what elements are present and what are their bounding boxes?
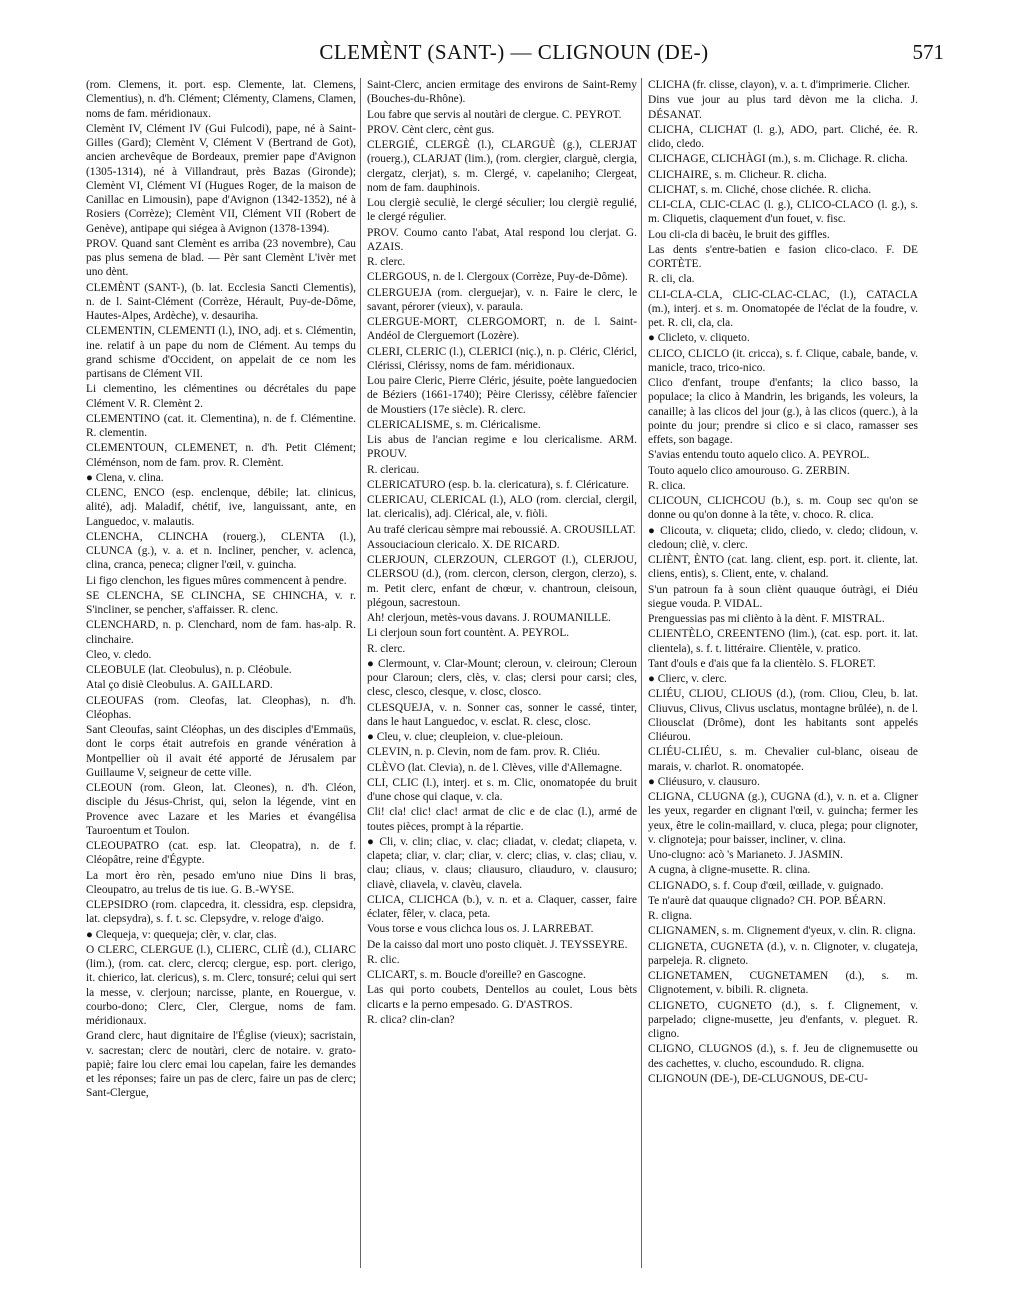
column-2 bbox=[367, 78, 637, 1268]
page-header bbox=[84, 40, 944, 70]
dictionary-entry: CLICO, CLICLO (it. cricca), s. f. Clique, cabale, bande, v. manicle, traco, trico-nico. bbox=[648, 347, 918, 374]
dictionary-entry: CLERGIÉ, CLERGÈ (l.), CLARGUÈ (g.), CLERJAT (rouerg.), CLARJAT (lim.), (rom. clergier, clarguè, clergia, clergatz, clerjat), s. m. Clergé, v. capelaniho; Clergeat, nom de fam. dauphinois. bbox=[367, 139, 637, 194]
page-number: 571 bbox=[912, 40, 944, 64]
dictionary-entry: CLIÉU, CLIOU, CLIOUS (d.), (rom. Cliou, Cleu, b. lat. Cliuvus, Clivus, Clivus usclatus, montagne brûlée), n. de l. Cliousclat (Drôme), dont les habitants sont appelés Cliéurou. bbox=[648, 688, 918, 743]
dictionary-entry: CLIGNAMEN, s. m. Clignement d'yeux, v. clin. R. cligna. bbox=[648, 925, 916, 938]
dictionary-entry: Clico d'enfant, troupe d'enfants; la clico basso, la populace; la clico à Mandrin, les brigands, les voleurs, la canaille; à las clicos del jour (g.), à las clicos (querc.), à la pointe du jour; prendre si clico e si claco, ramasser ses effets, son bagage. bbox=[648, 377, 918, 446]
dictionary-entry: R. clerc. bbox=[367, 256, 406, 268]
dictionary-entry: Assouciacioun clericalo. X. DE RICARD. bbox=[367, 538, 560, 551]
dictionary-entry: CLIGNETA, CUGNETA (d.), v. n. Clignoter, v. clugateja, parpeleja. R. cligneto. bbox=[648, 940, 918, 967]
dictionary-entry: CLI-CLA, CLIC-CLAC (l. g.), CLICO-CLACO (l. g.), s. m. Cliquetis, claquement d'un fouet, v. fisc. bbox=[648, 199, 918, 226]
dictionary-entry: CLEOUPATRO (cat. esp. lat. Cleopatra), n. de f. Cléopâtre, reine d'Égypte. bbox=[86, 840, 356, 867]
dictionary-entry: CLEMENTOUN, CLEMENET, n. d'h. Petit Clément; Cléménson, nom de fam. prov. R. Clemènt. bbox=[86, 442, 356, 469]
dictionary-entry: ● Clicouta, v. cliqueta; clido, cliedo, v. cledo; clidoun, v. cledoun; cliè, v. clerc. bbox=[648, 524, 918, 551]
dictionary-entry: Cleo, v. cledo. bbox=[86, 648, 152, 661]
dictionary-entry: PROV. Coumo canto l'abat, Atal respond lou clerjat. G. AZAIS. bbox=[367, 226, 637, 253]
dictionary-entry: ● Cli, v. clin; cliac, v. clac; cliadat, v. cledat; cliapeta, v. clapeta; cliar, v. clar; cliar, v. clerc; clias, v. clas; cliau, v. clau; cliaus, v. claus; cliausuro, cliauduro, v. clausuro; cliavè, cliavela, v. clavèu, clavela. bbox=[367, 835, 637, 891]
dictionary-entry: Lou cli-cla di bacèu, le bruit des giffles. bbox=[648, 228, 830, 241]
dictionary-entry: PROV. Quand sant Clemènt es arriba (23 novembre), Cau pas plus semena de blad. — Pèr sant Clemènt L'ivèr met uno dènt. bbox=[86, 237, 356, 279]
dictionary-entry: CLICHAT, s. m. Cliché, chose clichée. R. clicha. bbox=[648, 183, 872, 196]
dictionary-entry: CLEMENTINO (cat. it. Clementina), n. de f. Clémentine. R. clementin. bbox=[86, 412, 356, 439]
dictionary-entry: CLICHA, CLICHAT (l. g.), ADO, part. Cliché, ée. R. clido, cledo. bbox=[648, 123, 918, 150]
dictionary-entry: Li clerjoun soun fort countènt. A. PEYROL. bbox=[367, 627, 570, 640]
dictionary-entry: Lou fabre que servis al noutàri de clergue. C. PEYROT. bbox=[367, 108, 622, 121]
dictionary-entry: ● Clena, v. clina. bbox=[86, 471, 164, 484]
dictionary-entry: CLENC, ENCO (esp. enclenque, débile; lat. clinicus, alité), adj. Maladif, chétif, ive, languissant, ante, en Languedoc, v. malautis. bbox=[86, 487, 356, 528]
column-3 bbox=[648, 78, 918, 1268]
dictionary-entry: R. clic. bbox=[367, 953, 400, 966]
dictionary-entry: Las qui porto coubets, Dentellos au coulet, Lous bèts clicarts e la perno empesado. G. D'ASTROS. bbox=[367, 984, 637, 1011]
dictionary-entry: Li clementino, les clémentines ou décrétales du pape Clément V. R. Clemènt 2. bbox=[86, 383, 356, 410]
dictionary-entry: Ah! clerjoun, metès-vous davans. J. ROUMANILLE. bbox=[367, 612, 611, 624]
dictionary-entry: La mort èro rèn, pesado em'uno niue Dins li bras, Cleoupatro, au trelus de tis iue. G. B.-WYSE. bbox=[86, 869, 356, 896]
dictionary-entry: Clemènt IV, Clément IV (Gui Fulcodi), pape, né à Saint-Gilles (Gard); Clemènt V, Clément V (Bertrand de Got), ancien archevêque de Bordeaux, premier pape d'Avignon (1305-1314), né à Villandraut, près Bazas (Gironde); Clemènt VI, Clément VI (Hugues Roger, de la maison de Canillac en Limousin), pape d'Avignon (1342-1352), né à Rosiers (Corrèze); Clemènt VII, Clément VII (Robert de Genève), antipape qui siégea à Avignon (1378-1394). bbox=[86, 122, 356, 235]
dictionary-entry: CLIGNETO, CUGNETO (d.), s. f. Clignement, v. parpelado; cligne-musette, jeu d'enfants, v. pleguet. R. cligno. bbox=[648, 999, 918, 1040]
dictionary-entry: CLERGUEJA (rom. clerguejar), v. n. Faire le clerc, le savant, pérorer (vieux), v. paraula. bbox=[367, 286, 637, 313]
dictionary-entry: CLIÈNT, ÈNTO (cat. lang. client, esp. port. it. cliente, lat. cliens, entis), s. Client, ente, v. chaland. bbox=[648, 554, 918, 581]
dictionary-entry: CLICA, CLICHCA (b.), v. n. et a. Claquer, casser, faire éclater, fêler, v. claca, peta. bbox=[367, 893, 637, 920]
dictionary-entry: Touto aquelo clico amourouso. G. ZERBIN. bbox=[648, 464, 850, 477]
dictionary-entry: Las dents s'entre-batien e fasion clico-claco. F. DE CORTÈTE. bbox=[648, 243, 918, 270]
dictionary-entry: S'avias entendu touto aquelo clico. A. PEYROL. bbox=[648, 449, 870, 462]
dictionary-entry: ● Cliéusuro, v. clausuro. bbox=[648, 775, 760, 788]
dictionary-entry: R. clericau. bbox=[367, 463, 420, 476]
dictionary-entry: Tant d'ouls e d'ais que fa la clientèlo. S. FLORET. bbox=[648, 657, 876, 670]
dictionary-entry: Lou paire Cleric, Pierre Cléric, jésuite, poète languedocien de Béziers (1661-1740); Pèire Clerissy, célèbre faïencier de Moustiers (17e siècle). R. clerc. bbox=[367, 375, 637, 416]
dictionary-entry: Cli! cla! clic! clac! armat de clic e de clac (l.), armé de toutes pièces, prompt à la répartie. bbox=[367, 806, 637, 833]
dictionary-entry: S'un patroun fa à soun cliènt quauque óutràgi, ei Diéu siegue vouda. P. VIDAL. bbox=[648, 583, 918, 610]
dictionary-entry: Vous torse e vous clichca lous os. J. LARREBAT. bbox=[367, 923, 594, 936]
dictionary-entry: CLIGNOUN (DE-), DE-CLUGNOUS, DE-CU- bbox=[648, 1072, 868, 1085]
dictionary-entry: A cugna, à cligne-musette. R. clina. bbox=[648, 864, 811, 877]
dictionary-entry: CLIGNADO, s. f. Coup d'œil, œillade, v. guignado. bbox=[648, 879, 884, 892]
dictionary-entry: CLICART, s. m. Boucle d'oreille? en Gascogne. bbox=[367, 969, 586, 981]
dictionary-entry: CLEPSIDRO (rom. clapcedra, it. clessidra, esp. clepsidra, lat. clepsydra), s. f. t. sc. Clepsydre, v. reloge d'aigo. bbox=[86, 899, 356, 926]
dictionary-entry: CLIÉU-CLIÉU, s. m. Chevalier cul-blanc, oiseau de marais, v. charlot. R. onomatopée. bbox=[648, 746, 918, 773]
dictionary-entry: R. cli, cla. bbox=[648, 273, 695, 286]
dictionary-entry: (rom. Clemens, it. port. esp. Clemente, lat. Clemens, Clementius), n. d'h. Clément; Clémenty, Clamens, Clamen, noms de fam. méridionaux. bbox=[86, 79, 356, 120]
dictionary-entry: CLERGOUS, n. de l. Clergoux (Corrèze, Puy-de-Dôme). bbox=[367, 271, 628, 284]
dictionary-entry: Te n'aurè dat quauque clignado? CH. POP. BÉARN. bbox=[648, 894, 886, 907]
column-divider bbox=[360, 78, 361, 1268]
running-head: CLEMÈNT (SANT-) — CLIGNOUN (DE-) bbox=[319, 40, 709, 64]
dictionary-entry: Saint-Clerc, ancien ermitage des environs de Saint-Remy (Bouches-du-Rhône). bbox=[367, 79, 637, 106]
dictionary-entry: CLERICAU, CLERICAL (l.), ALO (rom. clercial, clergil, lat. clericalis), adj. Clérical, ale, v. fiòli. bbox=[367, 494, 637, 521]
dictionary-entry: SE CLENCHA, SE CLINCHA, SE CHINCHA, v. r. S'incliner, se pencher, s'affaisser. R. clenc. bbox=[86, 589, 356, 616]
dictionary-entry: Au trafé clericau sèmpre mai reboussié. A. CROUSILLAT. bbox=[367, 523, 636, 536]
dictionary-entry: R. clerc. bbox=[367, 642, 406, 655]
dictionary-entry: ● Clierc, v. clerc. bbox=[648, 673, 727, 685]
dictionary-entry: ● Clicleto, v. cliqueto. bbox=[648, 332, 750, 345]
dictionary-entry: CLIGNETAMEN, CUGNETAMEN (d.), s. m. Clignotement, v. bibili. R. clignetа. bbox=[648, 970, 918, 997]
column-divider bbox=[641, 78, 642, 1268]
dictionary-entry: ● Clequeja, v: quequeja; clèr, v. clar, clas. bbox=[86, 928, 277, 941]
dictionary-entry: CLICHA (fr. clisse, clayon), v. a. t. d'imprimerie. Clicher. bbox=[648, 79, 910, 91]
dictionary-entry: CLEOUFAS (rom. Cleofas, lat. Cleophas), n. d'h. Cléophas. bbox=[86, 694, 356, 721]
dictionary-entry: CLEMENTIN, CLEMENTI (l.), INO, adj. et s. Clémentin, ine. relatif à un pape du nom de Clément. Au temps du grand schisme d'Occident, on appelait de ce nom les partisans de Clément VII. bbox=[86, 325, 356, 380]
dictionary-entry: CLERI, CLERIC (l.), CLERICI (niç.), n. p. Cléric, Cléricl, Clérissi, Clérissy, noms de fam. méridionaux. bbox=[367, 345, 637, 372]
dictionary-entry: Uno-clugno: acò 's Marianeto. J. JASMIN. bbox=[648, 849, 844, 861]
dictionary-entry: CLICHAGE, CLICHÀGI (m.), s. m. Clichage. R. clicha. bbox=[648, 153, 908, 166]
dictionary-entry: CLEVIN, n. p. Clevin, nom de fam. prov. R. Cliéu. bbox=[367, 746, 601, 759]
dictionary-entry: O CLERC, CLERGUE (l.), CLIERC, CLIÈ (d.), CLIARC (lim.), (rom. cat. clerc, clercq; clergue, esp. port. clerigo, it. chierico, lat. clericus), s. m. Clerc, tonsuré; celui qui sert la messe, v. clerjoun; narcisse, plante, en Rouergue, v. courbo-dono; Clerc, Cler, Clergue, noms de fam. méridionaux. bbox=[86, 943, 356, 1027]
dictionary-entry: CLIENTÈLO, CREENTENO (lim.), (cat. esp. port. it. lat. clientela), s. f. t. littéraire. Clientèle, v. pratico. bbox=[648, 628, 918, 655]
dictionary-entry: Lis abus de l'ancian regime e lou clericalisme. ARM. PROUV. bbox=[367, 434, 637, 461]
dictionary-entry: PROV. Cènt clerc, cènt gus. bbox=[367, 123, 495, 136]
dictionary-entry: CLERICATURO (esp. b. la. clericatura), s. f. Cléricature. bbox=[367, 478, 629, 491]
dictionary-entry: Prenguessias pas mi cliènto à la dènt. F. MISTRAL. bbox=[648, 613, 885, 625]
dictionary-entry: CLÈVO (lat. Clevia), n. de l. Clèves, ville d'Allemagne. bbox=[367, 761, 623, 774]
dictionary-entry: CLIGNO, CLUGNOS (d.), s. f. Jeu de clignemusette ou des cachettes, v. clucho, escoundudo. R. cligna. bbox=[648, 1043, 918, 1070]
dictionary-entry: CLI, CLIC (l.), interj. et s. m. Clic, onomatopée du bruit d'une chose qui claque, v. cla. bbox=[367, 776, 637, 803]
dictionary-entry: CLENCHARD, n. p. Clenchard, nom de fam. has-alp. R. clinchaire. bbox=[86, 619, 356, 646]
dictionary-entry: Dins vue jour au plus tard dèvon me la clicha. J. DÉSANAT. bbox=[648, 94, 918, 121]
dictionary-entry: CLESQUEJA, v. n. Sonner cas, sonner le cassé, tinter, dans le haut Languedoc, v. esclat. R. clesc, closc. bbox=[367, 701, 637, 728]
dictionary-entry: CLICHAIRE, s. m. Clicheur. R. clicha. bbox=[648, 168, 827, 181]
column-1 bbox=[86, 78, 356, 1268]
dictionary-entry: Lou clergiè seculiè, le clergé séculier; lou clergiè regulié, le clergé régulier. bbox=[367, 197, 637, 224]
dictionary-entry: CLEOBULE (lat. Cleobulus), n. p. Cléobule. bbox=[86, 664, 292, 676]
dictionary-entry: CLI-CLA-CLA, CLIC-CLAC-CLAC, (l.), CATACLA (m.), interj. et s. m. Onomatopée de l'éclat de la foudre, v. pet. R. cli, cla, cla. bbox=[648, 288, 918, 329]
dictionary-entry: CLEOUN (rom. Gleon, lat. Cleones), n. d'h. Cléon, disciple du Jésus-Christ, qui, selon la légende, vint en Provence avec Lazare et les Maries et évangélisa Tauroentum et Toulon. bbox=[86, 782, 356, 837]
dictionary-entry: CLIGNA, CLUGNA (g.), CUGNA (d.), v. n. et a. Cligner les yeux, regarder en clignant l'œil, v. guincha; fermer les yeux, être le colin-maillard, v. cluca, plega; pour clignoter, v. clignoteja; pour baisser, incliner, v. clina. bbox=[648, 791, 918, 846]
dictionary-entry: CLERJOUN, CLERZOUN, CLERGOT (l.), CLERJOU, CLERSOU (d.), (rom. clercon, clerson, clergon, clerzo), s. m. Petit clerc, enfant de chœur, v. chantroun, cleisoun, plégoun, sacrestoun. bbox=[367, 554, 637, 609]
dictionary-entry: CLENCHA, CLINCHA (rouerg.), CLENTA (l.), CLUNCA (g.), v. a. et n. Incliner, pencher, v. aclenca, clina, cranca, peneca; cligner l'œil, v. guincha. bbox=[86, 530, 356, 572]
dictionary-entry: De la caisso dal mort uno posto cliquèt. J. TEYSSEYRE. bbox=[367, 938, 628, 951]
dictionary-entry: ● Cleu, v. clue; cleupleion, v. clue-pleioun. bbox=[367, 731, 564, 743]
dictionary-entry: Grand clerc, haut dignitaire de l'Église (vieux); sacristain, v. sacrestan; clerc de noutàri, clerc de notaire. v. grato-papiè; faire lou clerc emai lou capelan, faire les demandes et les réponses; faire un pas de clerc, faire un pas de clerc; Sant-Clergue, bbox=[86, 1030, 356, 1100]
dictionary-entry: Atal ço disiè Cleobulus. A. GAILLARD. bbox=[86, 679, 273, 692]
dictionary-entry: Sant Cleoufas, saint Cléophas, un des disciples d'Emmaüs, dont le corps était autrefois en grande vénération à Montpellier où il avait été apporté de Jérusalem par Guillaume V, seigneur de cette ville. bbox=[86, 724, 356, 779]
dictionary-entry: R. clica? clin-clan? bbox=[367, 1013, 455, 1026]
dictionary-entry: CLICOUN, CLICHCOU (b.), s. m. Coup sec qu'on se donne ou qu'on donne à la tête, v. choco. R. clica. bbox=[648, 495, 918, 522]
dictionary-entry: CLERGUE-MORT, CLERGOMORT, n. de l. Saint-Andéol de Clerguemort (Lozère). bbox=[367, 316, 637, 343]
dictionary-entry: CLEMÈNT (SANT-), (b. lat. Ecclesia Sancti Clementis), n. de l. Saint-Clément (Corrèze, Hérault, Puy-de-Dôme, Hautes-Alpes, Ardèche), v. desauriha. bbox=[86, 281, 356, 322]
dictionary-entry: ● Clermount, v. Clar-Mount; cleroun, v. cleiroun; Cleroun pour Claroun; clers, clès, v. clas; clersi pour carsi; cles, clesc, clesco, clesque, v. closc, closco. bbox=[367, 657, 637, 699]
dictionary-entry: R. cligna. bbox=[648, 910, 692, 922]
dictionary-entry: R. clica. bbox=[648, 479, 686, 492]
dictionary-entry: CLERICALISME, s. m. Cléricalisme. bbox=[367, 418, 541, 431]
dictionary-entry: Li figo clenchon, les figues mûres commencent à pendre. bbox=[86, 574, 347, 587]
